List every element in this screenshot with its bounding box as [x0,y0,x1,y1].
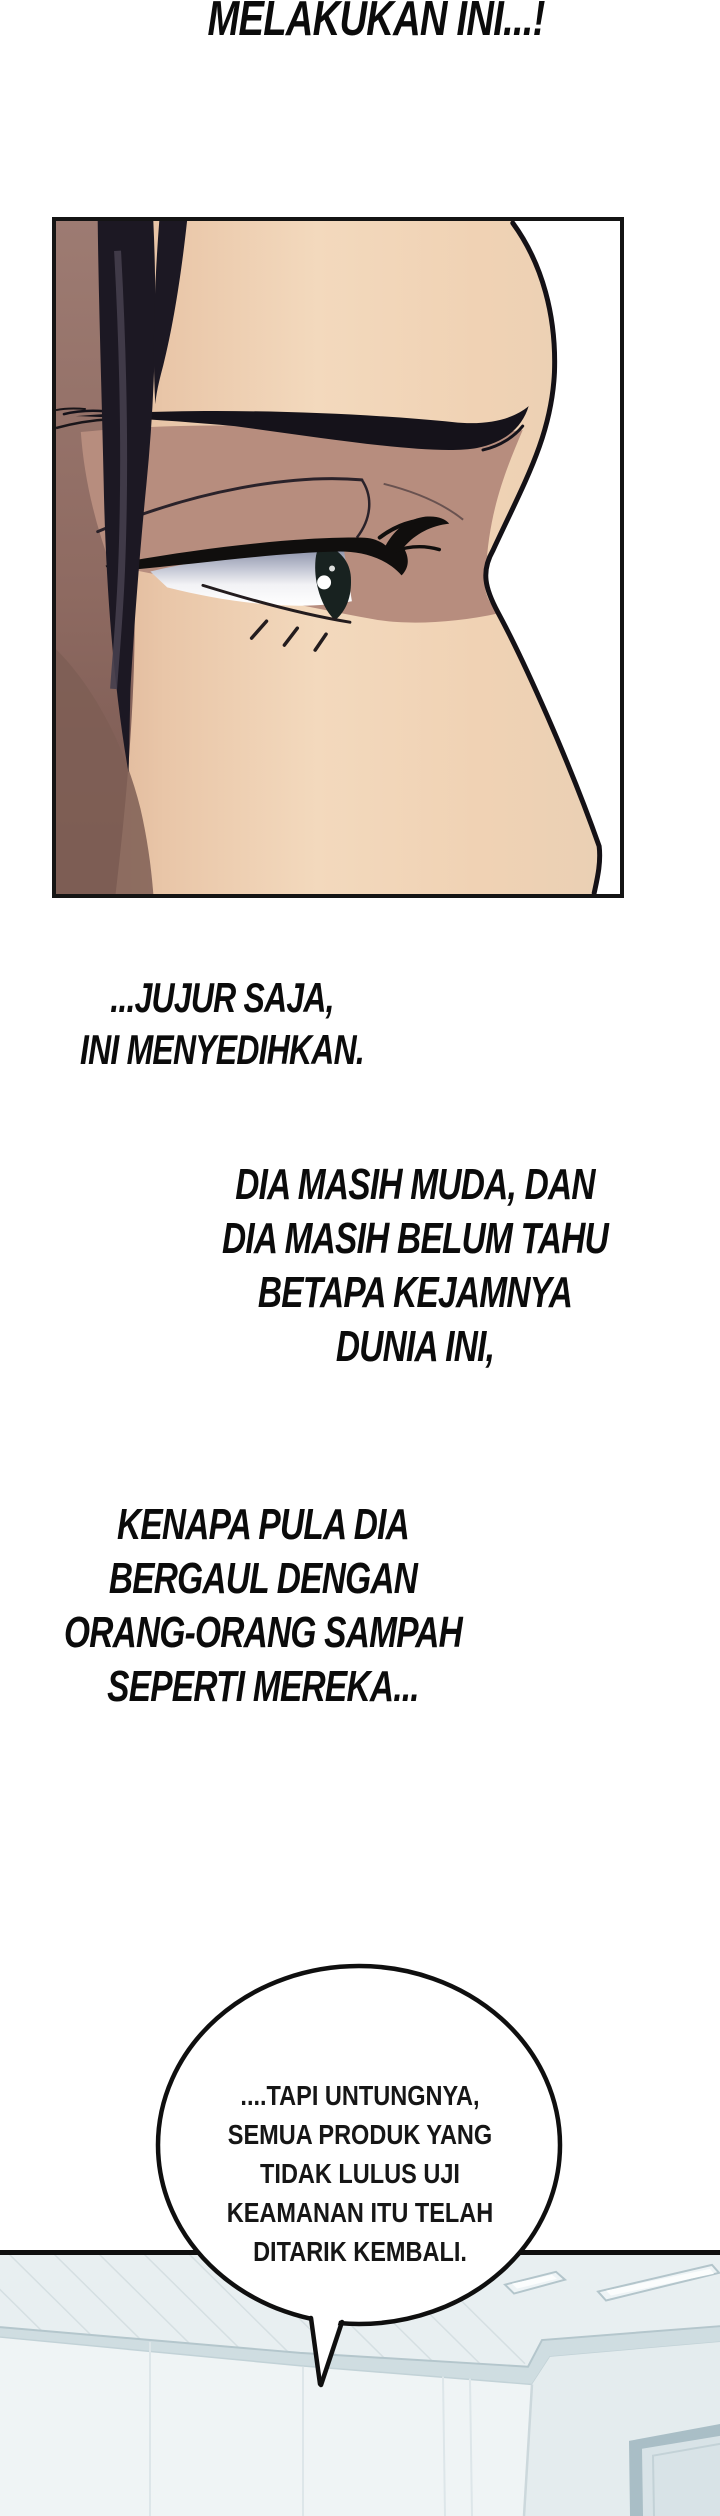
narration-block-b [187,1158,643,1374]
bubble-line: KEAMANAN ITU TELAH [226,2197,494,2228]
narration-line: DUNIA INI, [335,1322,495,1371]
speech-bubble [150,1960,570,2400]
eye-glint [317,575,331,589]
narration-block-c [35,1498,491,1714]
narration-line: ...JUJUR SAJA, [110,974,334,1021]
eye-panel-art [56,221,620,894]
eye-glint-small [329,565,335,571]
narration-line: BERGAUL DENGAN [108,1554,418,1603]
narration-line: ORANG-ORANG SAMPAH [63,1608,463,1657]
narration-line: BETAPA KEJAMNYA [257,1268,573,1317]
eye-panel [52,217,624,898]
narration-top: MELAKUKAN INI...! [207,0,545,46]
narration-line: DIA MASIH BELUM TAHU [221,1214,609,1263]
bubble-line: DITARIK KEMBALI. [253,2236,467,2267]
narration-line: SEPERTI MEREKA... [107,1662,419,1711]
bubble-line: TIDAK LULUS UJI [260,2158,460,2189]
narration-line: DIA MASIH MUDA, DAN [235,1160,595,1209]
narration-line: KENAPA PULA DIA [116,1500,410,1549]
bubble-line: SEMUA PRODUK YANG [227,2119,493,2150]
narration-block-a [0,972,450,1076]
speech-bubble-text [184,2076,537,2271]
narration-line: INI MENYEDIHKAN. [79,1026,365,1073]
bubble-line: ....TAPI UNTUNGNYA, [240,2080,480,2111]
